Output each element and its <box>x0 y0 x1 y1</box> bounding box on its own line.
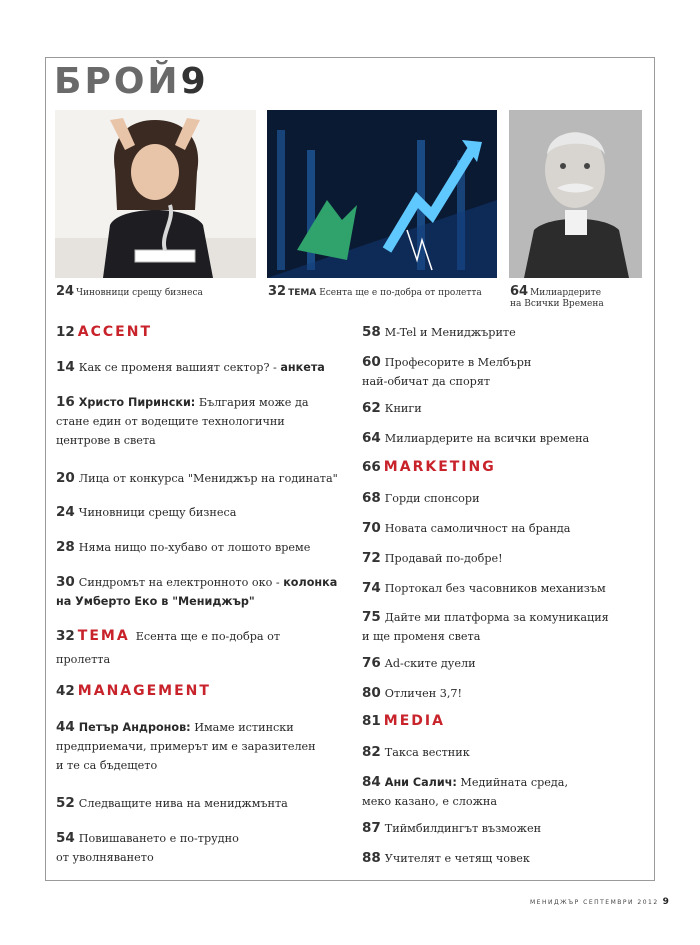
issue-title-word: БРОЙ <box>54 61 181 102</box>
toc-entry[interactable]: 82 Такса вестник <box>362 744 470 760</box>
photo-stressed-woman <box>55 110 256 278</box>
toc-entry-continuation: пролетта <box>56 653 111 666</box>
section-media[interactable]: 81 MEDIA <box>362 713 445 729</box>
footer-text: МЕНИДЖЪР СЕПТЕМВРИ 2012 <box>530 899 659 906</box>
toc-entry[interactable]: 60 Професорите в Мелбърн най-обичат да спорят <box>362 354 532 388</box>
toc-entry[interactable]: 58 M-Tel и Мениджърите <box>362 324 516 340</box>
issue-title <box>54 62 206 102</box>
toc-entry[interactable]: 30 Синдромът на електронното око - колонка на Умберто Еко в "Мениджър" <box>56 574 338 608</box>
toc-entry[interactable]: 87 Тиймбилдингът възможен <box>362 820 542 836</box>
section-management[interactable]: 42 MANAGEMENT <box>56 683 211 699</box>
toc-entry[interactable]: 14 Как се променя вашият сектор? - анкета <box>56 359 325 375</box>
photo-caption: 64 Милиардерите на Всички Времена <box>510 284 604 309</box>
issue-number: 9 <box>180 61 206 102</box>
toc-entry[interactable]: 74 Портокал без часовников механизъм <box>362 580 606 596</box>
toc-entry[interactable]: 62 Книги <box>362 400 422 416</box>
toc-entry[interactable]: 75 Дайте ми платформа за комуникация и ще променя света <box>362 609 609 643</box>
photo-caption: 32 ТЕМА Есента ще е по-добра от пролетта <box>268 284 482 299</box>
section-tema[interactable]: 32 ТЕМА Есента ще е по-добра от <box>56 628 281 644</box>
toc-entry[interactable]: 20 Лица от конкурса "Мениджър на годината" <box>56 470 338 486</box>
toc-entry[interactable]: 54 Повишаването е по-трудно от уволняването <box>56 830 239 864</box>
section-marketing[interactable]: 66 MARKETING <box>362 459 496 475</box>
toc-entry[interactable]: 70 Новата самоличност на бранда <box>362 520 571 536</box>
toc-entry[interactable]: 68 Горди спонсори <box>362 490 480 506</box>
toc-entry[interactable]: 76 Ad-ските дуели <box>362 655 476 671</box>
footer-page-number: 9 <box>662 897 669 907</box>
toc-entry[interactable]: 16 Христо Пирински: България може да стане един от водещите технологични центрове в света <box>56 394 309 447</box>
toc-entry[interactable]: 44 Петър Андронов: Имаме истински предприемачи, примерът им е заразителен и те са бъдещето <box>56 719 316 772</box>
toc-entry[interactable]: 52 Следващите нива на мениджмънта <box>56 795 288 811</box>
toc-entry[interactable]: 24 Чиновници срещу бизнеса <box>56 504 237 520</box>
toc-entry[interactable]: 88 Учителят е четящ човек <box>362 850 530 866</box>
toc-entry[interactable]: 84 Ани Салич: Медийната среда, меко казано, е сложна <box>362 774 569 808</box>
toc-entry[interactable]: 28 Няма нищо по-хубаво от лошото време <box>56 539 311 555</box>
toc-entry[interactable]: 64 Милиардерите на всички времена <box>362 430 590 446</box>
photo-portrait-billionaire <box>509 110 642 278</box>
section-accent[interactable]: 12 ACCENT <box>56 324 153 340</box>
photo-caption: 24 Чиновници срещу бизнеса <box>56 284 203 299</box>
photo-growth-arrow <box>267 110 497 278</box>
toc-entry[interactable]: 72 Продавай по-добре! <box>362 550 503 566</box>
toc-entry[interactable]: 80 Отличен 3,7! <box>362 685 463 701</box>
page-footer <box>530 897 669 907</box>
